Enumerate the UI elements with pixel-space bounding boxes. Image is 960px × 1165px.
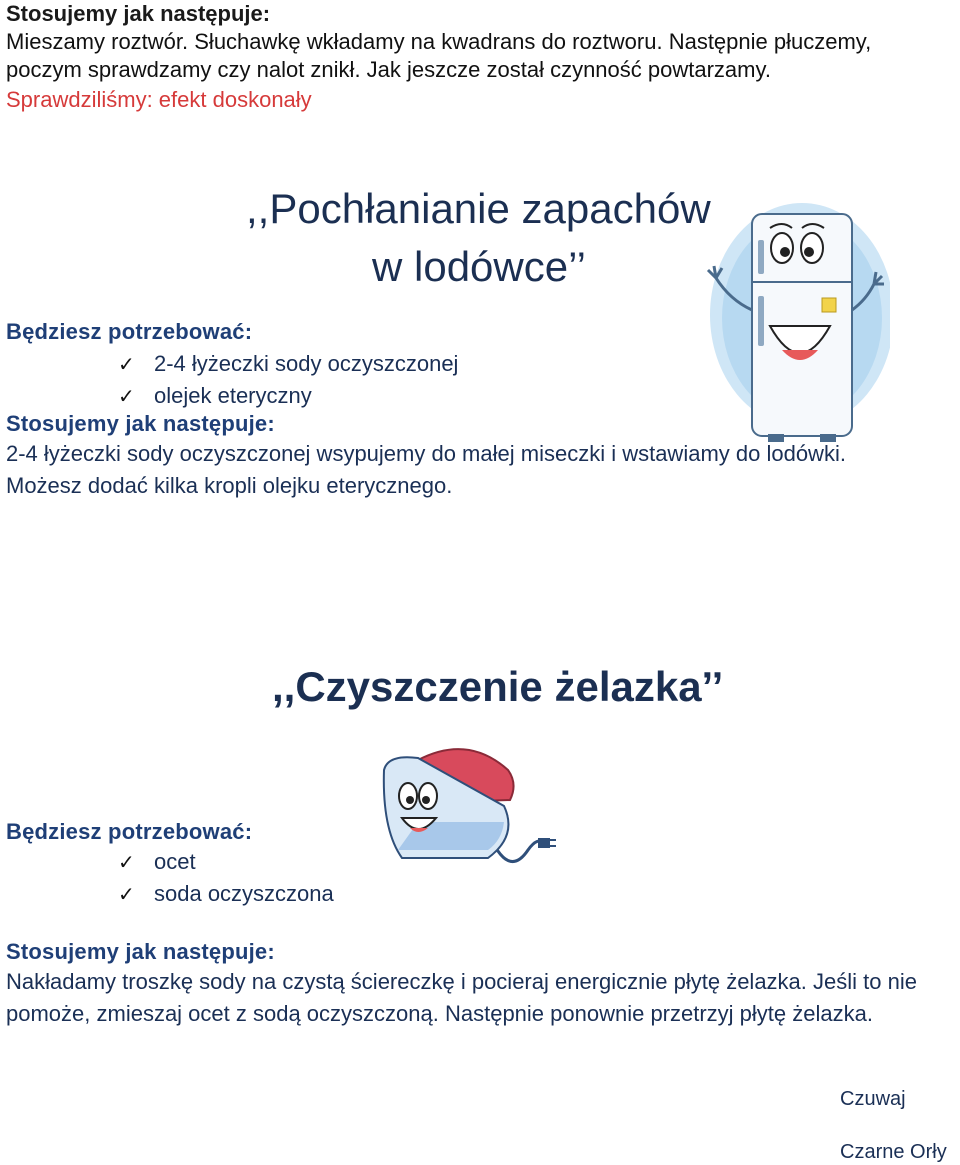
fridge-text-line-1: 2-4 łyżeczki sody oczyszczonej wsypujemy do małej miseczki i wstawiamy do lodówki.	[6, 441, 846, 466]
fridge-need-item: ✓ olejek eteryczny	[118, 383, 312, 408]
check-icon: ✓	[118, 882, 135, 906]
signature-greeting: Czuwaj	[840, 1088, 906, 1110]
top-text-line-2: poczym sprawdzamy czy nalot znikł. Jak jeszcze został czynność powtarzamy.	[6, 57, 771, 82]
iron-text-line-1: Nakładamy troszkę sody na czystą ściereczkę i pocieraj energicznie płytę żelazka. Jeśli to nie	[6, 969, 917, 994]
smiling-fridge-illustration	[690, 200, 890, 450]
fridge-title-line-2: w lodówce’’	[372, 243, 586, 290]
smiling-iron-illustration	[378, 740, 558, 890]
check-icon: ✓	[118, 384, 135, 408]
top-text-line-1: Mieszamy roztwór. Słuchawkę wkładamy na kwadrans do roztworu. Następnie płuczemy,	[6, 29, 872, 54]
iron-use-heading: Stosujemy jak następuje:	[6, 939, 275, 964]
top-result-text: Sprawdziliśmy: efekt doskonały	[6, 87, 312, 112]
check-icon: ✓	[118, 352, 135, 376]
iron-need-item: ✓ ocet	[118, 849, 196, 874]
iron-text-line-2: pomoże, zmieszaj ocet z sodą oczyszczoną. Następnie ponownie przetrzyj płytę żelazka.	[6, 1001, 873, 1026]
iron-need-heading: Będziesz potrzebować:	[6, 819, 253, 844]
fridge-use-heading: Stosujemy jak następuje:	[6, 411, 275, 436]
fridge-text-line-2: Możesz dodać kilka kropli olejku eterycznego.	[6, 473, 453, 498]
iron-need-item: ✓ soda oczyszczona	[118, 881, 334, 906]
check-icon: ✓	[118, 850, 135, 874]
fridge-need-item: ✓ 2-4 łyżeczki sody oczyszczonej	[118, 351, 459, 376]
iron-title: ,,Czyszczenie żelazka’’	[272, 663, 724, 710]
fridge-need-heading: Będziesz potrzebować:	[6, 319, 253, 344]
fridge-title-line-1: ,,Pochłanianie zapachów	[246, 185, 711, 232]
top-use-heading: Stosujemy jak następuje:	[6, 1, 271, 26]
signature-team-name: Czarne Orły	[840, 1141, 947, 1163]
